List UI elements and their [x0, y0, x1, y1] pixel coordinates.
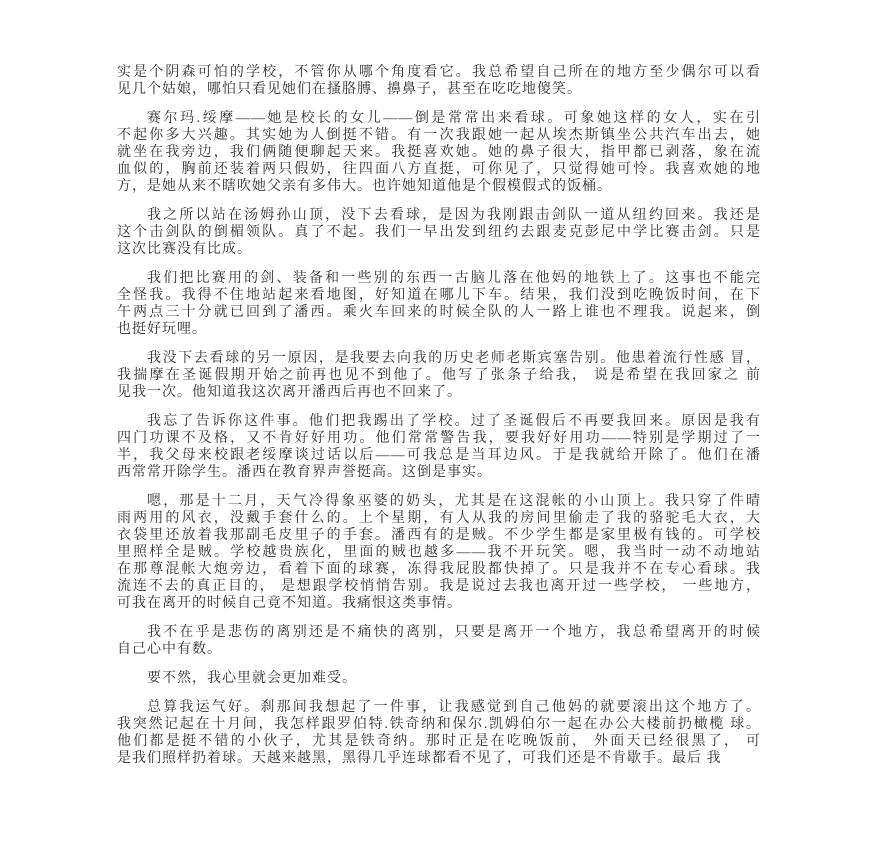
paragraph: [117, 270, 761, 338]
text-line: 半，我父母来校跟老绥摩谈过话以后——可我总是当耳边风。于是我就给开除了。他们在潘: [117, 448, 761, 463]
text-line: 赛尔玛.绥摩——她是校长的女儿——倒是常常出来看球。可象她这样的女人，实在引: [147, 111, 761, 126]
text-line: 方，是她从来不瞎吹她父亲有多伟大。也许她知道他是个假模假式的饭桶。: [117, 179, 612, 194]
text-line: 我揣摩在圣诞假期开始之前再也见不到他了。他写了张条子给我， 说是希望在我回家之 前: [117, 368, 761, 383]
paragraph: [117, 413, 761, 481]
text-line: 雨两用的风衣，没戴手套什么的。上个星期，有人从我的房间里偷走了我的骆驼毛大衣，大: [117, 511, 761, 526]
text-line: 他们都是挺不错的小伙子，尤其是铁奇纳。那时正是在吃晚饭前， 外面天已经很黑了， 可: [117, 734, 761, 749]
text-line: 在那尊混帐大炮旁边，看着下面的球赛，冻得我屁股都快掉了。只是我并不在专心看球。我: [117, 562, 761, 577]
text-line: 午两点三十分就已回到了潘西。乘火车回来的时候全队的人一路上谁也不理我。说起来，倒: [117, 305, 761, 320]
text-line: 我没下去看球的另一原因，是我要去向我的历史老师老斯宾塞告别。他患着流行性感 冒，: [147, 351, 761, 366]
text-line: 我不在乎是悲伤的离别还是不痛快的离别，只要是离开一个地方，我总希望离开的时候: [147, 625, 761, 640]
text-line: 我之所以站在汤姆孙山顶，没下去看球，是因为我刚跟击剑队一道从纽约回来。我还是: [147, 208, 761, 223]
paragraph: [117, 207, 761, 258]
text-line: 里照样全是贼。学校越贵族化，里面的贼也越多——我不开玩笑。嗯，我当时一动不动地站: [117, 545, 761, 560]
text-line: 要不然，我心里就会更加难受。: [147, 671, 357, 686]
text-line: 也挺好玩哩。: [117, 322, 207, 337]
paragraph: [117, 110, 761, 195]
text-line: 实是个阴森可怕的学校，不管你从哪个角度看它。我总希望自己所在的地方至少偶尔可以看: [117, 65, 761, 80]
text-line: 这次比赛没有比成。: [117, 242, 252, 257]
text-line: 我突然记起在十月间，我怎样跟罗伯特.铁奇纳和保尔.凯姆伯尔一起在办公大楼前扔橄榄 球。: [117, 717, 761, 732]
text-line: 西常常开除学生。潘西在教育界声誉挺高。这倒是事实。: [117, 465, 492, 480]
text-line: 嗯，那是十二月，天气冷得象巫婆的奶头，尤其是在这混帐的小山顶上。我只穿了件晴: [147, 494, 761, 509]
paragraph: [117, 493, 761, 612]
paragraph: [117, 624, 761, 658]
paragraph: [117, 350, 761, 401]
text-line: 不起你多大兴趣。其实她为人倒挺不错。有一次我跟她一起从埃杰斯镇坐公共汽车出去，她: [117, 128, 761, 143]
text-line: 可我在离开的时候自己竟不知道。我痛恨这类事情。: [117, 596, 462, 611]
text-line: 就坐在我旁边，我们俩随便聊起天来。我挺喜欢她。她的鼻子很大，指甲都已剥落，象在流: [117, 145, 761, 160]
paragraph: [117, 670, 761, 687]
text-line: 这个击剑队的倒楣领队。真了不起。我们一早出发到纽约去跟麦克彭尼中学比赛击剑。只是: [117, 225, 761, 240]
text-line: 衣袋里还放着我那副毛皮里子的手套。潘西有的是贼。不少学生都是家里极有钱的。可学校: [117, 528, 761, 543]
text-line: 四门功课不及格，又不肯好好用功。他们常常警告我，要我好好用功——特别是学期过了一: [117, 431, 761, 446]
text-line: 见几个姑娘，哪怕只看见她们在搔胳膊、擤鼻子，甚至在吃吃地傻笑。: [117, 82, 582, 97]
paragraph: [117, 64, 761, 98]
text-line: 是我们照样扔着球。天越来越黑，黑得几乎连球都看不见了，可我们还是不肯歇手。最后 我: [117, 751, 722, 766]
text-block: [117, 64, 761, 767]
paragraph: [117, 699, 761, 767]
text-line: 总算我运气好。刹那间我想起了一件事，让我感觉到自己他妈的就要滚出这个地方了。: [147, 700, 761, 715]
text-line: 见我一次。他知道我这次离开潘西后再也不回来了。: [117, 385, 462, 400]
text-line: 自己心中有数。: [117, 642, 222, 657]
text-line: 我们把比赛用的剑、装备和一些别的东西一古脑儿落在他妈的地铁上了。这事也不能完: [147, 271, 761, 286]
text-line: 全怪我。我得不住地站起来看地图，好知道在哪儿下车。结果，我们没到吃晚饭时间，在下: [117, 288, 761, 303]
text-line: 血似的，胸前还装着两只假奶，往四面八方直挺，可你见了，只觉得她可怜。我喜欢她的地: [117, 162, 761, 177]
text-line: 流连不去的真正目的， 是想跟学校悄悄告别。我是说过去我也离开过一些学校， 一些地方，: [117, 579, 761, 594]
text-line: 我忘了告诉你这件事。他们把我踢出了学校。过了圣诞假后不再要我回来。原因是我有: [147, 414, 761, 429]
